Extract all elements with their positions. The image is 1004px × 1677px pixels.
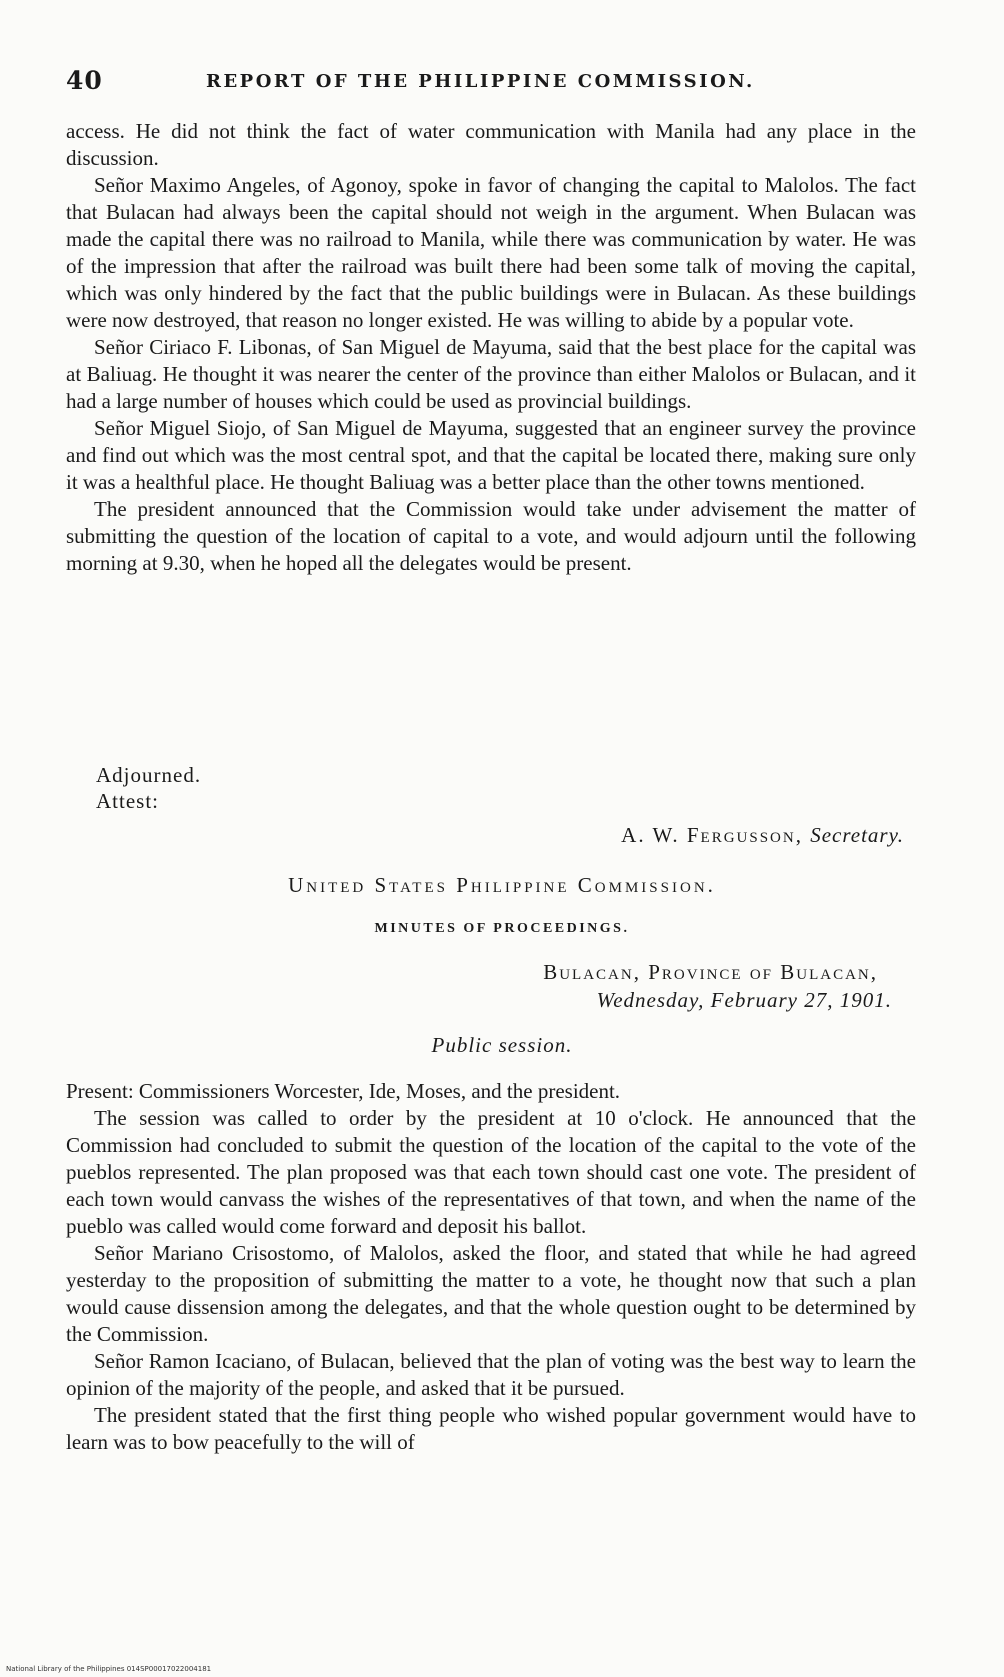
body-text-lower	[66, 1078, 916, 1456]
paragraph: The president announced that the Commission would take under advisement the matter of submitting the question of the location of capital to a vote, and would adjourn until the following morning at 9.30, when he hoped all the delegates would be present.	[66, 497, 916, 575]
signature	[621, 823, 904, 848]
paragraph: Señor Maximo Angeles, of Agonoy, spoke in favor of changing the capital to Malolos. The fact that Bulacan had always been the capital should not weigh in the argument. When Bulacan was made the capital there was no railroad to Manila, while there was communication by water. He was of the impression that after the railroad was built there had been some talk of moving the capital, which was only hindered by the fact that the public buildings were in Bulacan. As these buildings were now destroyed, that reason no longer existed. He was willing to abide by a popular vote.	[66, 173, 916, 332]
paragraph: The president stated that the first thing people who wished popular government would have to learn was to bow peacefully to the will of	[66, 1403, 916, 1454]
running-head: REPORT OF THE PHILIPPINE COMMISSION.	[206, 71, 755, 92]
paragraph: Señor Miguel Siojo, of San Miguel de Mayuma, suggested that an engineer survey the province and find out which was the most central spot, and that the capital be located there, making sure only it was a healthful place. He thought Baliuag was a better place than the other towns mentioned.	[66, 416, 916, 494]
paragraph: The session was called to order by the president at 10 o'clock. He announced that the Commission had concluded to submit the question of the location of the capital to the vote of the pueblos represented. The plan proposed was that each town should cast one vote. The president of each town would canvass the wishes of the representatives of that town, and when the name of the pueblo was called would come forward and deposit his ballot.	[66, 1106, 916, 1238]
paragraph: Señor Ciriaco F. Libonas, of San Miguel de Mayuma, said that the best place for the capital was at Baliuag. He thought it was nearer the center of the province than either Malolos or Bulacan, and it had a large number of houses which could be used as provincial buildings.	[66, 335, 916, 413]
page-header	[66, 66, 916, 100]
paragraph: Señor Mariano Crisostomo, of Malolos, asked the floor, and stated that while he had agreed yesterday to the proposition of submitting the matter to a vote, he thought now that such a plan would cause dissension among the delegates, and that the whole question ought to be determined by the Commission.	[66, 1241, 916, 1346]
body-text-upper	[66, 118, 916, 577]
commission-heading: United States Philippine Commission.	[288, 873, 716, 897]
attest-line: Attest:	[96, 789, 159, 813]
session-line: Public session.	[431, 1033, 573, 1057]
minutes-heading: MINUTES OF PROCEEDINGS.	[374, 921, 630, 936]
footer-credit: National Library of the Philippines 014SP00017022004181	[6, 1665, 212, 1673]
paragraph: Present: Commissioners Worcester, Ide, Moses, and the president.	[66, 1079, 621, 1103]
adjourned-line: Adjourned.	[96, 763, 202, 787]
paragraph: access. He did not think the fact of water communication with Manila had any place in the discussion.	[66, 119, 916, 170]
paragraph: Señor Ramon Icaciano, of Bulacan, believed that the plan of voting was the best way to learn the opinion of the majority of the people, and asked that it be pursued.	[66, 1349, 916, 1400]
signature-name: A. W. Fergusson,	[621, 823, 803, 847]
page-number: 40	[66, 66, 103, 95]
date-line: Wednesday, February 27, 1901.	[596, 988, 892, 1012]
place-line: Bulacan, Province of Bulacan,	[543, 960, 878, 984]
signature-title: Secretary.	[810, 823, 904, 847]
